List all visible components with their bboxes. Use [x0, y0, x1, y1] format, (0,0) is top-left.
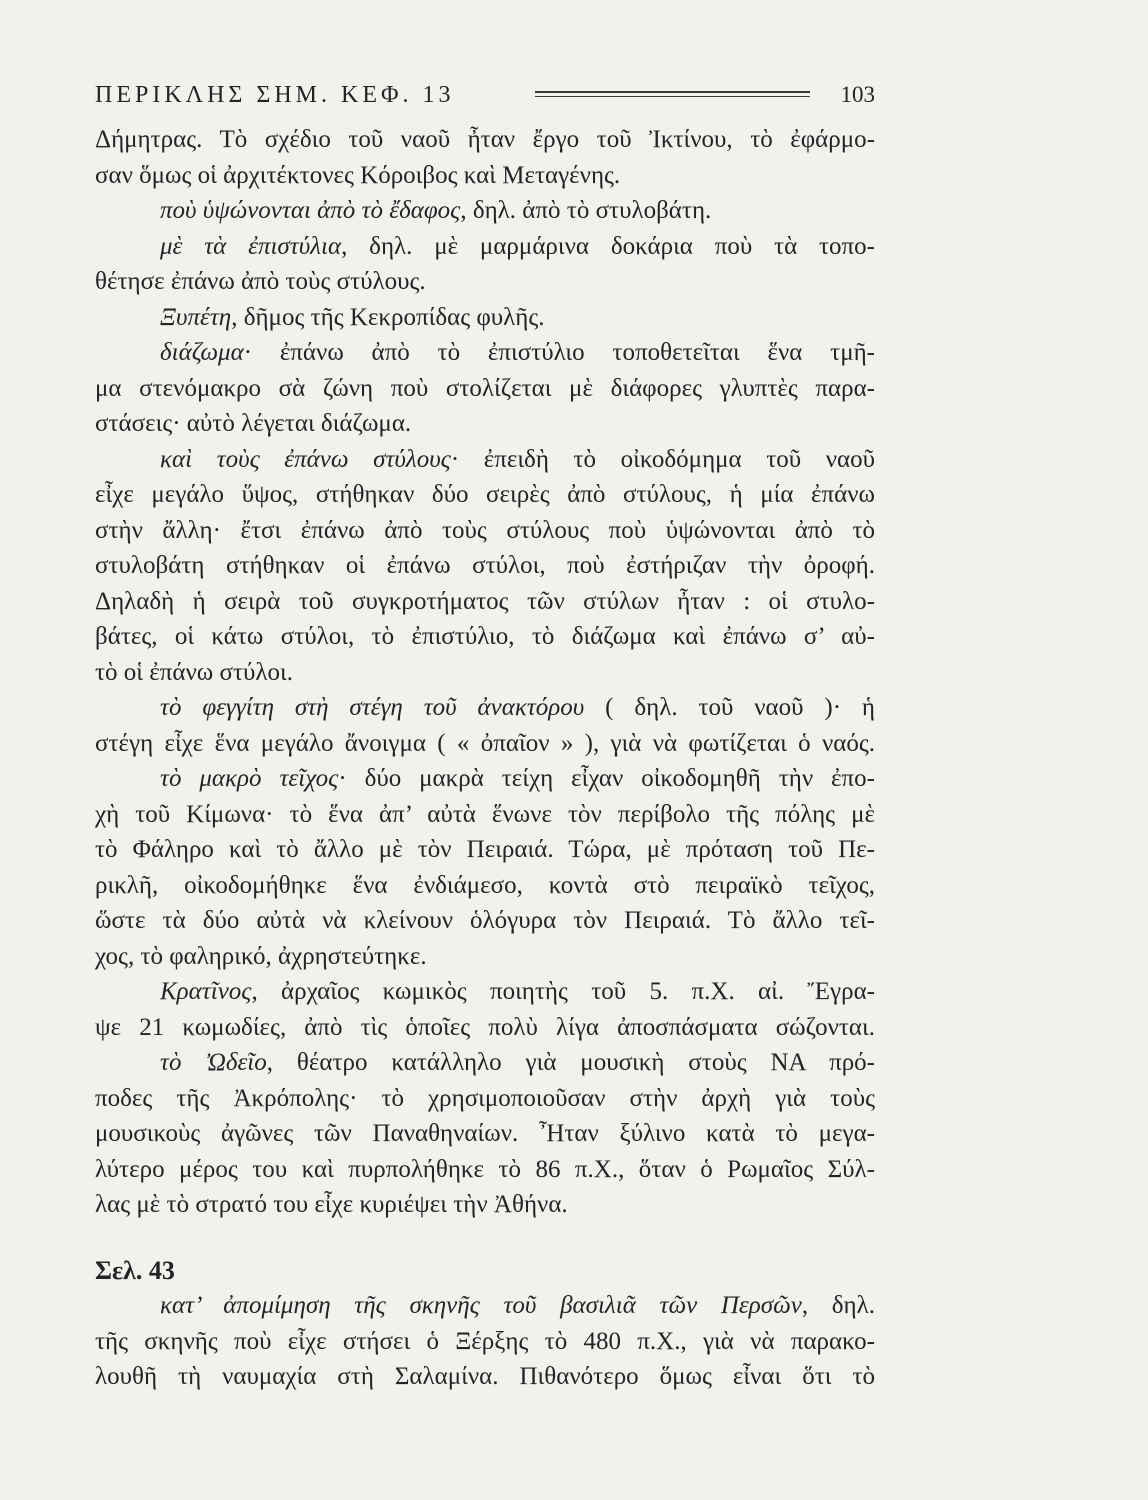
text-line [95, 619, 875, 655]
line-text: , δηλ. μὲ μαρμάρινα δοκάρια ποὺ τὰ τοπο- [341, 232, 875, 260]
line-text: βάτες, οἱ κάτω στύλοι, τὸ ἐπιστύλιο, τὸ διάζωμα καὶ ἐπάνω σ’ αὐ- [95, 623, 875, 650]
text-line [95, 548, 875, 584]
text-line [95, 477, 875, 513]
line-text: , δηλ. ἀπὸ τὸ στυλοβάτη. [460, 197, 712, 224]
line-text: μα στενόμακρο σὰ ζώνη ποὺ στολίζεται μὲ διάφορες γλυπτὲς παρα- [95, 374, 875, 402]
italic-term: μὲ τὰ ἐπιστύλια [160, 232, 342, 260]
note-entry-line [95, 229, 875, 265]
italic-term: Ξυπέτη [160, 303, 232, 331]
running-title: ΠΕΡΙΚΛΗΣ ΣΗΜ. ΚΕΦ. 13 [95, 82, 455, 108]
note-entry-line [95, 761, 875, 797]
text-line [95, 726, 875, 762]
line-text: , δηλ. [801, 1292, 875, 1319]
line-text: · δύο μακρὰ τείχη εἶχαν οἰκοδομηθῆ τὴν ἐπο- [338, 765, 875, 792]
text-line [95, 868, 875, 904]
text-line [95, 158, 875, 194]
text-line [95, 797, 875, 833]
line-text: στυλοβάτη στήθηκαν οἱ ἐπάνω στύλοι, ποὺ ἐστήριζαν τὴν ὀροφή. [95, 552, 875, 579]
line-text: ψε 21 κωμωδίες, ἀπὸ τὶς ὁποῖες πολὺ λίγα ἀποσπάσματα σώζονται. [95, 1013, 875, 1041]
line-text: Δήμητρας. Τὸ σχέδιο τοῦ ναοῦ ἦταν ἔργο τοῦ Ἰκτίνου, τὸ ἐφάρμο- [95, 126, 875, 153]
header-double-rule [535, 91, 810, 97]
text-line [95, 832, 875, 868]
text-line [95, 655, 875, 691]
line-text: μουσικοὺς ἀγῶνες τῶν Παναθηναίων. Ἦταν ξύλινο κατὰ τὸ μεγα- [95, 1120, 875, 1147]
page-header [95, 78, 875, 112]
line-text: σαν ὅμως οἱ ἀρχιτέκτονες Κόροιβος καὶ Μεταγένης. [95, 161, 621, 189]
line-text: · ἐπειδὴ τὸ οἰκοδόμημα τοῦ ναοῦ [450, 445, 875, 473]
note-entry-line [95, 300, 875, 336]
page-number: 103 [840, 82, 875, 107]
text-line [95, 264, 875, 300]
text-line [95, 584, 875, 620]
line-text: εἶχε μεγάλο ὕψος, στήθηκαν δύο σειρὲς ἀπὸ στύλους, ἡ μία ἐπάνω [95, 481, 875, 508]
line-text: ὥστε τὰ δύο αὐτὰ νὰ κλείνουν ὁλόγυρα τὸν Πειραιά. Τὸ ἄλλο τεῖ- [95, 907, 875, 934]
text-line [95, 371, 875, 407]
line-text: , ἀρχαῖος κωμικὸς ποιητὴς τοῦ 5. π.Χ. αἰ. Ἔγρα- [251, 978, 875, 1005]
italic-term: τὸ μακρὸ τεῖχος [160, 765, 339, 792]
italic-term: καὶ τοὺς ἐπάνω στύλους [160, 445, 451, 473]
page-body [95, 122, 875, 1395]
note-entry-line [95, 335, 875, 371]
line-text: τὸ Φάληρο καὶ τὸ ἄλλο μὲ τὸν Πειραιά. Τώρα, μὲ πρόταση τοῦ Πε- [95, 836, 875, 863]
note-entry-line [95, 442, 875, 478]
line-text: ρικλῆ, οἰκοδομήθηκε ἕνα ἐνδιάμεσο, κοντὰ στὸ πειραϊκὸ τεῖχος, [95, 871, 875, 899]
italic-term: ποὺ ὑψώνονται ἀπὸ τὸ ἔδαφος [160, 197, 461, 224]
text-line [95, 1359, 875, 1395]
note-entry-line [95, 1045, 875, 1081]
line-text: ποδες τῆς Ἀκρόπολης· τὸ χρησιμοποιοῦσαν στὴν ἀρχὴ γιὰ τοὺς [95, 1084, 875, 1112]
note-entry-line [95, 1288, 875, 1324]
text-line [95, 1116, 875, 1152]
line-text: θέτησε ἐπάνω ἀπὸ τοὺς στύλους. [95, 268, 426, 295]
italic-term: Κρατῖνος [160, 978, 252, 1005]
line-text: στάσεις· αὐτὸ λέγεται διάζωμα. [95, 410, 412, 437]
line-text: λας μὲ τὸ στρατό του εἶχε κυριέψει τὴν Ἀθήνα. [95, 1191, 568, 1218]
text-line [95, 1324, 875, 1360]
line-text: · ἐπάνω ἀπὸ τὸ ἐπιστύλιο τοποθετεῖται ἕνα τμῆ- [243, 339, 875, 366]
italic-term: κατ’ ἀπομίμηση τῆς σκηνῆς τοῦ βασιλιᾶ τῶν Περσῶν [160, 1292, 802, 1319]
note-entry-line [95, 974, 875, 1010]
line-text: , θέατρο κατάλληλο γιὰ μουσικὴ στοὺς ΝΑ πρό- [266, 1049, 875, 1076]
line-text: Δηλαδὴ ἡ σειρὰ τοῦ συγκροτήματος τῶν στύλων ἦταν : οἱ στυλο- [95, 587, 875, 615]
text-line [95, 513, 875, 549]
line-text: ( δηλ. τοῦ ναοῦ )· ἡ [584, 694, 876, 721]
italic-term: τὸ φεγγίτη στὴ στέγη τοῦ ἀνακτόρου [160, 694, 585, 721]
text-line [95, 406, 875, 442]
line-text: χὴ τοῦ Κίμωνα· τὸ ἕνα ἀπ’ αὐτὰ ἕνωνε τὸν περίβολο τῆς πόλης μὲ [95, 800, 875, 828]
text-line [95, 1187, 875, 1223]
text-line [95, 903, 875, 939]
line-text: τὸ οἱ ἐπάνω στύλοι. [95, 658, 293, 686]
line-text: στέγη εἶχε ἕνα μεγάλο ἄνοιγμα ( « ὀπαῖον » ), γιὰ νὰ φωτίζεται ὁ ναός. [95, 729, 875, 757]
text-line [95, 122, 875, 158]
text-line [95, 1081, 875, 1117]
line-text: λουθῆ τὴ ναυμαχία στὴ Σαλαμίνα. Πιθανότερο ὅμως εἶναι ὅτι τὸ [95, 1363, 875, 1390]
note-entry-line [95, 193, 875, 229]
italic-term: τὸ Ὠδεῖο [160, 1049, 267, 1076]
text-line [95, 939, 875, 975]
section-heading: Σελ. 43 [95, 1255, 175, 1285]
italic-term: διάζωμα [160, 339, 244, 366]
note-entry-line [95, 690, 875, 726]
line-text: λύτερο μέρος του καὶ πυρπολήθηκε τὸ 86 π.Χ., ὅταν ὁ Ρωμαῖος Σύλ- [95, 1155, 875, 1183]
line-text: στὴν ἄλλη· ἔτσι ἐπάνω ἀπὸ τοὺς στύλους ποὺ ὑψώνονται ἀπὸ τὸ [95, 516, 875, 544]
text-line [95, 1010, 875, 1046]
text-line [95, 1152, 875, 1188]
line-text: , δῆμος τῆς Κεκροπίδας φυλῆς. [231, 303, 545, 331]
line-text: χος, τὸ φαληρικό, ἀχρηστεύτηκε. [95, 942, 427, 970]
line-text: τῆς σκηνῆς ποὺ εἶχε στήσει ὁ Ξέρξης τὸ 480 π.Χ., γιὰ νὰ παρακο- [95, 1327, 875, 1355]
